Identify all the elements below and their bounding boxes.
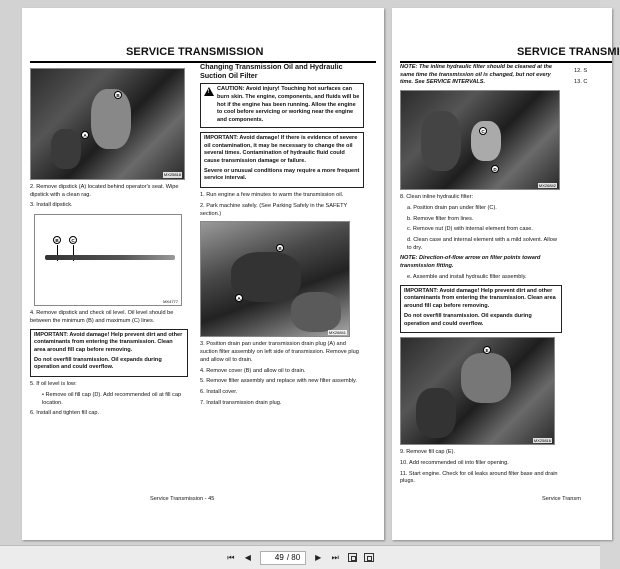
step-8a: a. Position drain pan under filter (C). — [407, 204, 497, 211]
callout-c: C — [69, 236, 77, 244]
step-8d: d. Clean case and internal element with a mild solvent. Allow to dry. — [407, 237, 557, 251]
callout-b: B — [276, 244, 284, 252]
figure-fill-cap — [400, 337, 555, 445]
step-5: 5. Remove filter assembly and replace with new filter assembly. — [200, 378, 357, 385]
callout-c: C — [479, 127, 487, 135]
important-box: IMPORTANT: Avoid damage! If there is evidence of severe oil contamination, it may be necessary to change the oil several times. Contamination of hydraulic fluid could cause transmission damage or failure. Severe or unusual conditions may require a more frequent service interval. — [200, 132, 364, 188]
callout-b: B — [114, 91, 122, 99]
step-8: 8. Clean inline hydraulic filter: — [400, 194, 474, 201]
fit-width-icon[interactable] — [364, 552, 374, 564]
left-column — [400, 64, 562, 489]
callout-d: D — [491, 165, 499, 173]
page-total: / 80 — [286, 553, 301, 562]
step-2: 2. Remove dipstick (A) located behind operator's seat. Wipe dipstick with a clean rag. — [30, 184, 179, 198]
step-4: 4. Remove dipstick and check oil level. Oil level should be between the minimum (B) and maximum (C) lines. — [30, 310, 174, 324]
page-footer: Service Transm — [542, 496, 581, 502]
step-3: 3. Install dipstick. — [30, 202, 73, 209]
step-6: 6. Install cover. — [200, 388, 238, 395]
step-7: 7. Install transmission drain plug. — [200, 399, 282, 406]
note-2: NOTE: Direction-of-flow arrow on filter points toward transmission fitting. — [400, 255, 541, 270]
callout-b: B — [53, 236, 61, 244]
important-box: IMPORTANT: Avoid damage! Help prevent dirt and other contaminants from entering the transmission. Clean area around fill cap before removing. Do not overfill transmission. Oil expands during operation and could overflow. — [30, 329, 188, 378]
callout-a: A — [81, 131, 89, 139]
figure-drain-plug — [200, 221, 350, 337]
figure-id: MX26841 — [328, 329, 346, 335]
figure-id: MX25818 — [163, 172, 181, 178]
previous-page-icon[interactable]: ◀ — [244, 553, 251, 562]
step-8e: e. Assemble and install hydraulic filter assembly. — [407, 273, 527, 280]
step-12: 12. S — [574, 68, 588, 74]
step-5: 5. If oil level is low: — [30, 381, 77, 388]
right-column — [200, 63, 364, 410]
step-8b: b. Remove filter from lines. — [407, 215, 474, 222]
step-3: 3. Position drain pan under transmission drain plug (A) and suction filter assembly on left side of transmission. Remove plug and allow oil to drain. — [200, 341, 359, 363]
page-title: SERVICE TRANSMISSION — [126, 46, 264, 58]
note-1: NOTE: The inline hydraulic filter should be cleaned at the same time the transmission oil is changed, but not every time. See SERVICE INTERVALS. — [400, 64, 552, 86]
step-6: 6. Install and tighten fill cap. — [30, 410, 100, 417]
step-9: 9. Remove fill cap (E). — [400, 449, 456, 456]
callout-a: A — [235, 294, 243, 302]
right-column-cutoff — [574, 68, 614, 89]
title-rule — [400, 61, 612, 63]
pdf-toolbar — [0, 545, 600, 569]
warning-icon — [204, 87, 214, 96]
figure-inline-filter — [400, 90, 560, 190]
step-5-bullet: • Remove oil fill cap (D). Add recommended oil at fill cap location. — [42, 391, 182, 406]
figure-id: MX4777 — [163, 298, 178, 304]
step-2: 2. Park machine safely. (See Parking Safely in the SAFETY section.) — [200, 202, 348, 217]
page-number-box[interactable] — [260, 551, 306, 565]
figure-id: MX25816 — [533, 437, 551, 443]
step-10: 10. Add recommended oil into filler opening. — [400, 459, 509, 466]
first-page-icon[interactable]: ⏮ — [227, 552, 235, 562]
figure-dipstick-location — [30, 68, 185, 180]
left-column — [30, 68, 188, 421]
page-45 — [22, 8, 384, 540]
page-46 — [392, 8, 620, 540]
caution-box: ! CAUTION: Avoid injury! Touching hot surfaces can burn skin. The engine, components, and fluids will be hot if the engine has been running. Allow the engine to cool before servicing or working near the engine and components. — [200, 83, 364, 128]
step-8c: c. Remove nut (D) with internal element from case. — [407, 226, 533, 233]
important-box: IMPORTANT: Avoid damage! Help prevent dirt and other contaminants from entering the transmission. Clean area around fill cap before removing. Do not overfill transmission. Oil expands during operation and could overflow. — [400, 285, 562, 334]
step-11: 11. Start engine. Check for oil leaks around filter base and drain plugs. — [400, 470, 558, 485]
page-number-input[interactable] — [266, 553, 284, 562]
callout-e: E — [483, 346, 491, 354]
last-page-icon[interactable]: ⏭ — [331, 552, 339, 562]
figure-id: MX26842 — [538, 182, 556, 188]
section-heading: Changing Transmission Oil and Hydraulic Suction Oil Filter — [200, 62, 343, 80]
next-page-icon[interactable]: ▶ — [315, 553, 322, 562]
page-footer: Service Transmission - 45 — [150, 496, 215, 502]
fit-page-icon[interactable] — [347, 552, 357, 564]
figure-dipstick-marks — [34, 214, 182, 306]
page-title: SERVICE TRANSMI — [517, 46, 620, 58]
step-4: 4. Remove cover (B) and allow oil to drain. — [200, 367, 306, 374]
step-1: 1. Run engine a few minutes to warm the transmission oil. — [200, 192, 344, 199]
step-13: 13. C — [574, 78, 588, 85]
